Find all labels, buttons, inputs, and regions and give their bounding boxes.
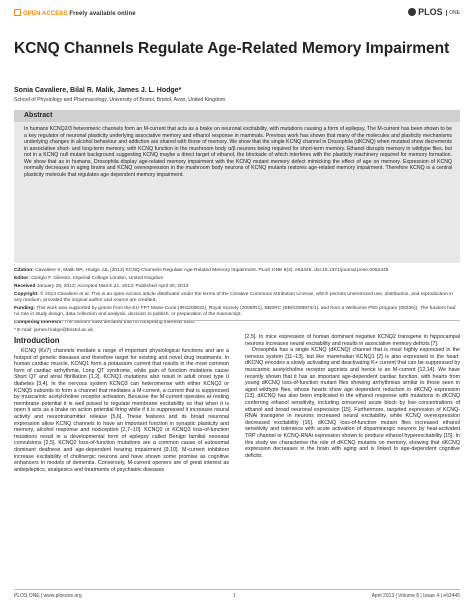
plos-wordmark: PLOS [418,7,443,17]
journal-header [14,9,460,21]
open-lock-icon [14,9,21,16]
author-list: Sonia Cavaliere, Bilal R. Malik, James J. L. Hodge* [14,87,182,94]
paragraph: [2,5]. In mice expression of human dominant negative KCNQ2 transgene in hippocampal neurons increases neural excitability and results in associative memory deficits [7]. [245,334,460,347]
open-access-badge [14,9,136,17]
abstract-text: In humans KCNQ2/3 heteromeric channels form an M-current that acts as a brake on neuronal excitability, with mutations causing a form of epilepsy. The M-current has been shown to be a key regulator of neuronal plasticity underlying associative memory and ethanol response in mammals. Previous work has shown that many of the molecules and plasticity mechanisms underlying changes in alcohol behaviour and addiction are shared with those of memory. We show that the single KCNQ channel in Drosophila (dKCNQ) when mutated show decrements in associative short- and long-term memory, with KCNQ function in the mushroom body α/β neurons being required for short-term memory. Ethanol disrupts memory in wildtype flies, but not in a KCNQ null mutant background suggesting KCNQ maybe a direct target of ethanol, the blockade of which interferes with the plasticity machinery required for memory formation. We show that as in humans, Drosophila display age-related memory impairment with the KCNQ mutant memory defect mimicking the effect of age on memory. Expression of KCNQ normally decreases in aging brains and KCNQ overexpression in the mushroom body neurons of KCNQ mutants restores age-related memory impairment. Therefore KCNQ is a central plasticity molecule that regulates age dependent memory impairment. [24,126,452,178]
one-wordmark: ONE [446,10,460,16]
competing-interests-line: Competing Interests: The authors have declared that no competing interests exist. [14,320,196,325]
paragraph: Drosophila has a single KCNQ (dKCNQ) channel that is most highly expressed in the nervous system [11–13], but like mammalian KCNQ1 [2] is also expressed in the heart. dKCNQ encodes a slowly activating and deactivating K+ current that can be suppressed by muscarinic acetylcholine receptor agonists and hence is an M-current [12,14]. We have recently shown that it has an important age-dependent cardiac function, with hearts from young dKCNQ loss-of-function mutant flies showing arrhythmias similar to those seen in aged wildtype flies, whose hearts show age dependent reduction in dKCNQ expression [13]. dKCNQ has also been implicated in the ethanol response with mutations in dKCNQ conferring ethanol sensitivity, including conserved acute block by low concentrations of ethanol and broad neuronal expression [15]. Furthermore, targeted expression of KCNQ-RNAi transgene in neurons increased neural excitability, while KCNQ overexpression decreased excitability [16]. dKCNQ loss-of-function mutant flies increased ethanol sensitivity and tolerance with acute activation of dopaminergic neurons by heat-activated TRP channel or KCNQ-RNAi expression shown to produce ethanol hyperexcitability [15]. In this study we characterise the role of dKCNQ mutants on memory, showing that dKCNQ expression decreases in the brain with aging and is linked to age-dependent cognitive deficits. [245,347,460,459]
email-link[interactable]: * E-mail: james.hodge@bristol.ac.uk [14,328,93,333]
open-access-note: Freely available online [69,11,136,17]
footer-issue: April 2013 | Volume 8 | Issue 4 | e62445 [371,593,460,599]
divider [14,320,460,321]
dates-line: Received January 25, 2013; Accepted March 21, 2013; Published April 30, 2013 [14,284,189,289]
plos-logo-icon [408,8,416,16]
author-affiliation: School of Physiology and Pharmacology, University of Bristol, Bristol, Avon, United Kingdom [14,97,226,103]
abstract-header [14,110,460,122]
paragraph: KCNQ (Kv7) channels mediate a range of important physiological functions and are a hotspot of genetic diseases and therefore target for existing and novel drug treatments. In human cardiac muscle, KCNQ1 form a potassium current that results in the most common form of cardiac arrhythmia, Long QT syndrome, while gain of function mutations cause Short QT and atrial fibrillation [1,2]. KCNQ1 mutations also result in adult onset type II diabetes [3,4]. In the nervous system KCNQ3 can heteromerise with either KCNQ2 or KCNQ5 subunits to form a channel that mediates a M-current, a current that is suppressed by muscarinic acetylcholine receptor activation. Because the M-current operates at resting membrane potential it is well poised to regulate membrane excitability so that when it is open it acts as a brake on action potential firing while if it is suppressed it increases neural activity and neurotransmitter release [5,6]. These features and its broad neuronal expression allow KCNQ channels to have an important function in synaptic plasticity and memory, alcohol response and nociception [2,7–10]. KCNQ2 or KCNQ3 loss-of-function mutations result in a developmental form of epilepsy called Benign familial neonatal convulsions [2,5]. KCNQ2 loss-of-function mutations are a common cause of autosomal dominant deafness and age-dependent hearing impairment [9,10]. M-current inhibitors increase excitability of cholinergic neurons and have shown some promise as cognitive enhancers in models of dementia. Conversely, M-current openers are of great interest as antiepileptics, analgesics and treatments of psychiatric diseases [14,348,229,473]
footer-divider [14,589,460,590]
open-access-label: OPEN ACCESS [23,11,68,17]
copyright-line: Copyright: © 2013 Cavaliere et al. This is an open-access article distributed under the terms of the Creative Commons Attribution License, which permits unrestricted use, distribution, and reproduction in any medium, provided the original author and source are credited. [14,292,453,303]
plos-one-logo [408,7,460,17]
introduction-heading: Introduction [14,336,60,345]
article-metadata [14,268,460,336]
page-number: 1 [233,593,236,599]
footer-journal: PLOS ONE | www.plosone.org [14,593,82,599]
abstract-box [14,110,460,263]
citation-line: Citation: Cavaliere S, Malik BR, Hodge JJL (2013) KCNQ Channels Regulate Age-Related Memory Impairment. PLoS ONE 8(4): e62445. doi:10.1371/journal.pone.0062445 [14,268,389,273]
abstract-heading: Abstract [24,112,53,119]
editor-line: Editor: Giorgio F. Gilestro, Imperial College London, United Kingdom [14,276,164,281]
funding-line: Funding: This work was supported by grants from the EU FP7 Marie-Curie (IRG200632), Royal Society (2008/R1), BBSRC (BB/G008973/1), and from a Wellcome PhD program (08336)). The funders had no role in study design, data collection and analysis, decision to publish, or preparation of the manuscript. [14,306,456,317]
right-column [245,334,460,459]
left-column [14,348,229,473]
article-title: KCNQ Channels Regulate Age-Related Memory Impairment [14,40,450,57]
